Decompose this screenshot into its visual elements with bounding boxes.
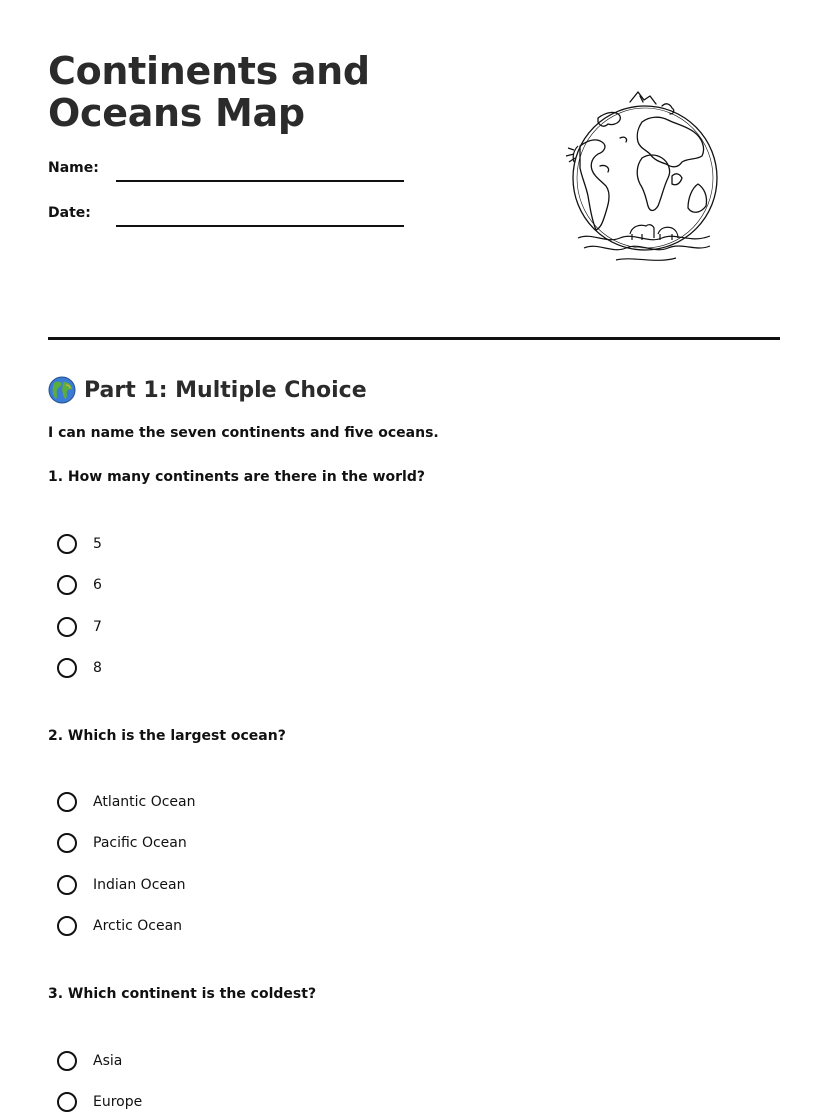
- radio-button[interactable]: [57, 575, 77, 595]
- learning-objective: I can name the seven continents and five oceans.: [48, 425, 439, 441]
- radio-button[interactable]: [57, 617, 77, 637]
- option-label: 6: [93, 577, 102, 593]
- name-field-line[interactable]: [116, 180, 404, 182]
- radio-button[interactable]: [57, 534, 77, 554]
- option-label: 7: [93, 619, 102, 635]
- option-label: 5: [93, 536, 102, 552]
- radio-button[interactable]: [57, 833, 77, 853]
- question-1: 1. How many continents are there in the world?: [48, 469, 425, 485]
- radio-button[interactable]: [57, 792, 77, 812]
- question-3: 3. Which continent is the coldest?: [48, 986, 317, 1002]
- option-label: Europe: [93, 1094, 143, 1110]
- q1-option-d[interactable]: [57, 655, 102, 681]
- option-label: Atlantic Ocean: [93, 794, 196, 810]
- q1-option-a[interactable]: [57, 531, 102, 557]
- name-label: Name:: [48, 160, 99, 176]
- radio-button[interactable]: [57, 1051, 77, 1071]
- option-label: Indian Ocean: [93, 877, 186, 893]
- q1-option-b[interactable]: [57, 572, 102, 598]
- q2-option-d[interactable]: [57, 913, 182, 939]
- radio-button[interactable]: [57, 658, 77, 678]
- q2-option-b[interactable]: [57, 830, 187, 856]
- q2-option-c[interactable]: [57, 872, 185, 898]
- option-label: Pacific Ocean: [93, 835, 187, 851]
- option-label: Asia: [93, 1053, 123, 1069]
- radio-button[interactable]: [57, 875, 77, 895]
- section-title: Part 1: Multiple Choice: [84, 377, 367, 403]
- q2-option-a[interactable]: [57, 789, 195, 815]
- globe-illustration: [560, 88, 730, 270]
- worksheet-title: Continents and Oceans Map: [48, 49, 370, 135]
- option-label: Arctic Ocean: [93, 918, 183, 934]
- date-field-line[interactable]: [116, 225, 404, 227]
- question-2: 2. Which is the largest ocean?: [48, 728, 286, 744]
- q3-option-b[interactable]: [57, 1089, 142, 1115]
- q1-option-c[interactable]: [57, 614, 102, 640]
- section-header: [48, 374, 367, 406]
- section-divider: [48, 337, 780, 340]
- date-label: Date:: [48, 205, 91, 221]
- globe-earth-icon: [48, 376, 76, 404]
- radio-button[interactable]: [57, 916, 77, 936]
- q3-option-a[interactable]: [57, 1048, 122, 1074]
- option-label: 8: [93, 660, 102, 676]
- radio-button[interactable]: [57, 1092, 77, 1112]
